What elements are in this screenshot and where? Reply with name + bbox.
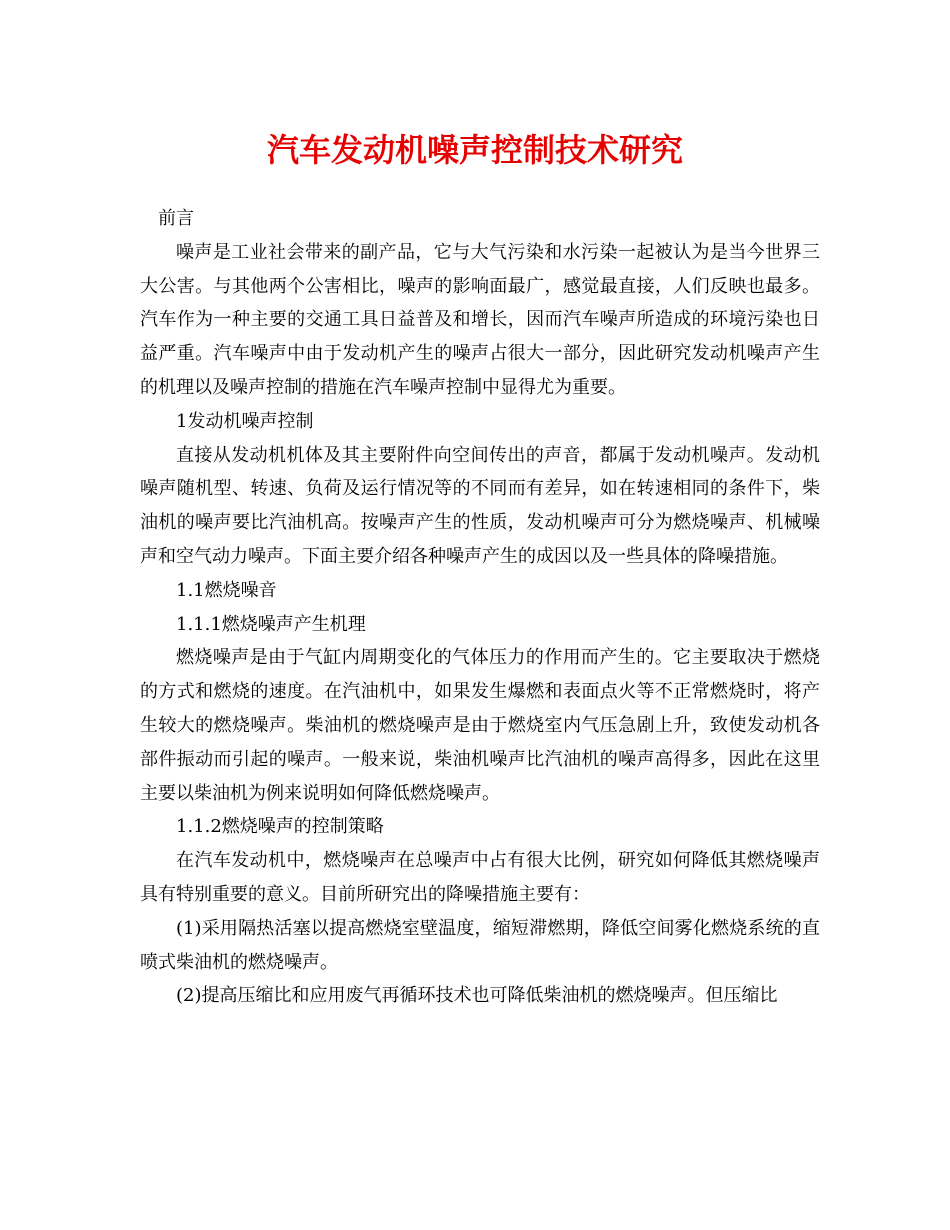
section-heading-preface: 前言 xyxy=(158,208,194,229)
document-title: 汽车发动机噪声控制技术研究 xyxy=(266,131,683,169)
paragraph: 直接从发动机机体及其主要附件向空间传出的声音，都属于发动机噪声。发动机噪声随机型、转速、负荷及运行情况等的不同而有差异，如在转速相同的条件下，柴油机的噪声要比汽油机高。按噪声产生的性质，发动机噪声可分为燃烧噪声、机械噪声和空气动力噪声。下面主要介绍各种噪声产生的成因以及一些具体的降噪措施。 xyxy=(140,444,820,567)
paragraph: 噪声是工业社会带来的副产品，它与大气污染和水污染一起被认为是当今世界三大公害。与其他两个公害相比，噪声的影响面最广，感觉最直接，人们反映也最多。汽车作为一种主要的交通工具日益普及和增长，因而汽车噪声所造成的环境污染也日益严重。汽车噪声中由于发动机产生的噪声占很大一部分，因此研究发动机噪声产生的机理以及噪声控制的措施在汽车噪声控制中显得尤为重要。 xyxy=(140,241,820,398)
section-heading: 1.1燃烧噪音 xyxy=(176,579,277,601)
list-item: (2)提高压缩比和应用废气再循环技术也可降低柴油机的燃烧噪声。但压缩比 xyxy=(176,985,778,1007)
document-body xyxy=(140,202,820,1013)
list-item: (1)采用隔热活塞以提高燃烧室壁温度，缩短滞燃期，降低空间雾化燃烧系统的直喷式柴油机的燃烧噪声。 xyxy=(140,917,820,973)
paragraph: 燃烧噪声是由于气缸内周期变化的气体压力的作用而产生的。它主要取决于燃烧的方式和燃烧的速度。在汽油机中，如果发生爆燃和表面点火等不正常燃烧时，将产生较大的燃烧噪声。柴油机的燃烧噪声是由于燃烧室内气压急剧上升，致使发动机各部件振动而引起的噪声。一般来说，柴油机噪声比汽油机的噪声高得多，因此在这里主要以柴油机为例来说明如何降低燃烧噪声。 xyxy=(140,647,820,804)
section-heading: 1发动机噪声控制 xyxy=(176,410,314,432)
paragraph: 在汽车发动机中，燃烧噪声在总噪声中占有很大比例，研究如何降低其燃烧噪声具有特别重要的意义。目前所研究出的降噪措施主要有： xyxy=(140,850,820,905)
subsection-heading: 1.1.1燃烧噪声产生机理 xyxy=(176,613,366,635)
subsection-heading: 1.1.2燃烧噪声的控制策略 xyxy=(176,816,384,838)
